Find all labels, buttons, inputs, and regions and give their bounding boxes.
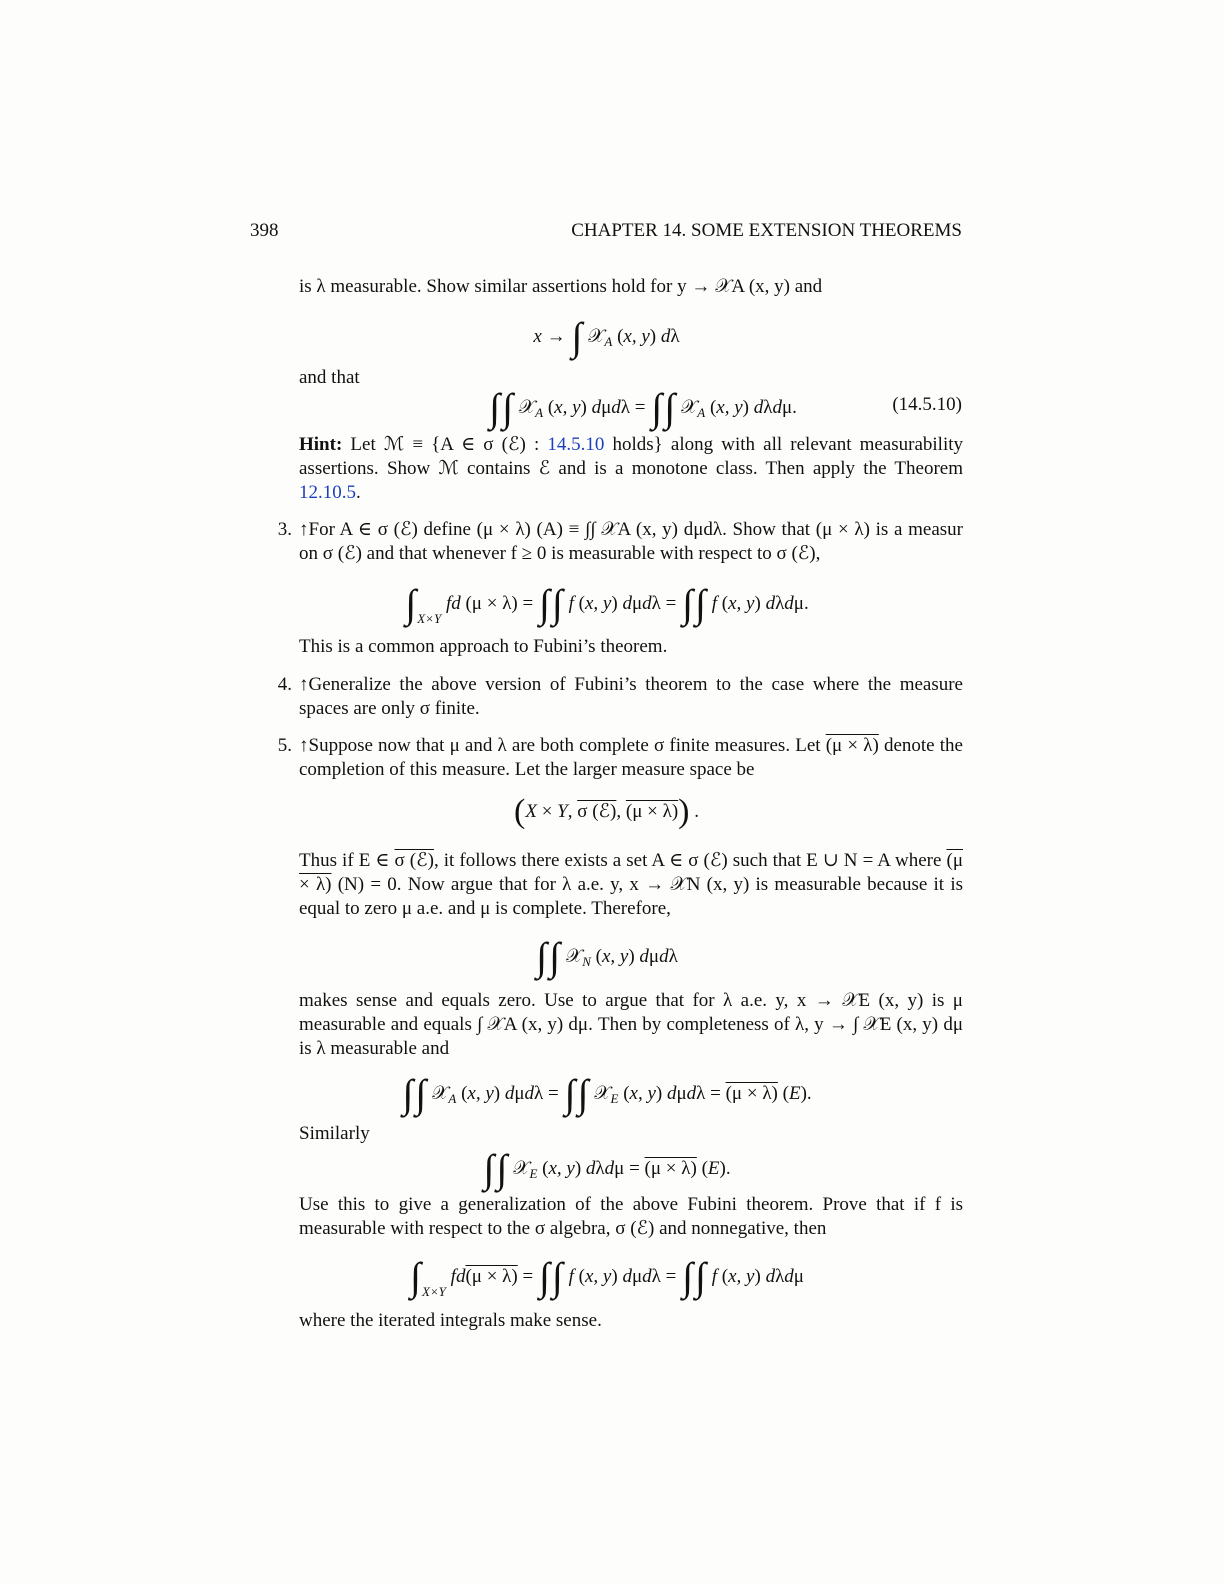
equation: ∫∫ 𝒳$_A$ (x, y) dμdλ = ∫∫ 𝒳$_E$ (x, y) dμdλ = (μ × λ) (E). — [402, 1071, 812, 1116]
hint-text: . — [356, 482, 361, 503]
paragraph: is λ measurable. Show similar assertions hold for y → 𝒳A (x, y) and — [299, 276, 823, 297]
text-run: ↑Suppose now that μ and λ are both complete σ finite measures. Let — [299, 735, 826, 756]
paragraph: This is a common approach to Fubini’s theorem. — [299, 636, 668, 657]
paragraph: Similarly — [299, 1123, 370, 1144]
hint-label: Hint: — [299, 434, 343, 455]
chapter-title: CHAPTER 14. SOME EXTENSION THEOREMS — [571, 220, 962, 241]
text-run: , it follows there exists a set A ∈ σ (ℰ) such that E ∪ N = A where — [433, 850, 947, 871]
equation: ∫∫ 𝒳$_N$ (x, y) dμdλ — [536, 934, 678, 979]
equation: ∫∫ 𝒳$_A$ (x, y) dμdλ = ∫∫ 𝒳$_A$ (x, y) dλdμ. — [489, 385, 797, 430]
equation: (X × Y, σ (ℰ), (μ × λ)) . — [514, 793, 699, 830]
equation: x → ∫ 𝒳$_A$ (x, y) dλ — [533, 314, 680, 359]
equation: $\int_{X\times Y}$ fd(μ × λ) = ∫∫ f (x, y) dμdλ = ∫∫ f (x, y) dλdμ — [410, 1254, 804, 1299]
equation: $\int_{X\times Y}$ fd (μ × λ) = ∫∫ f (x, y) dμdλ = ∫∫ f (x, y) dλdμ. — [405, 581, 809, 626]
completed-measure: (μ × λ) — [825, 735, 879, 756]
hint-text: Let ℳ ≡ {A ∈ σ (ℰ) : — [350, 434, 548, 455]
paragraph — [299, 849, 963, 921]
list-number: 4. — [277, 674, 292, 695]
page-number: 398 — [250, 220, 279, 241]
hint-paragraph — [299, 433, 963, 505]
paragraph: Use this to give a generalization of the above Fubini theorem. Prove that if f is measurable with respect to the σ algebra, σ (ℰ) and nonnegative, then — [299, 1194, 963, 1239]
text-run: (N) = 0. Now argue that for λ a.e. y, x → 𝒳N (x, y) is measurable because it is equal to zero μ a.e. and μ is complete. Therefore, — [299, 874, 963, 919]
completed-measure: (μ × λ) — [299, 850, 964, 895]
list-number: 3. — [277, 519, 292, 540]
equation-number: (14.5.10) — [892, 394, 962, 415]
text-run: denote the completion of this measure. Let the larger measure space be — [299, 735, 963, 780]
paragraph: where the iterated integrals make sense. — [299, 1310, 602, 1331]
equation: ∫∫ 𝒳$_E$ (x, y) dλdμ = (μ × λ) (E). — [483, 1146, 731, 1191]
list-number: 5. — [277, 735, 292, 756]
hint-text: holds} along with all relevant measurability assertions. Show ℳ contains ℰ and is a monotone class. Then apply the Theorem — [299, 434, 964, 479]
theorem-link[interactable]: 12.10.5 — [299, 482, 356, 503]
list-item: ↑For A ∈ σ (ℰ) define (μ × λ) (A) ≡ ∫∫ 𝒳A (x, y) dμdλ. Show that (μ × λ) is a measur on σ (ℰ) and that whenever f ≥ 0 is measurable with respect to σ (ℰ), — [299, 519, 963, 564]
completed-sigma: σ (ℰ) — [394, 850, 434, 871]
text-run: Thus if E ∈ — [299, 850, 395, 871]
equation-link[interactable]: 14.5.10 — [547, 434, 605, 455]
paragraph: and that — [299, 367, 360, 388]
paragraph: makes sense and equals zero. Use to argue that for λ a.e. y, x → 𝒳E (x, y) is μ measurable and equals ∫ 𝒳A (x, y) dμ. Then by completeness of λ, y → ∫ 𝒳E (x, y) dμ is λ measurable and — [299, 990, 963, 1059]
list-item: ↑Generalize the above version of Fubini’s theorem to the case where the measure spaces are only σ finite. — [299, 674, 963, 719]
list-item — [299, 734, 963, 782]
